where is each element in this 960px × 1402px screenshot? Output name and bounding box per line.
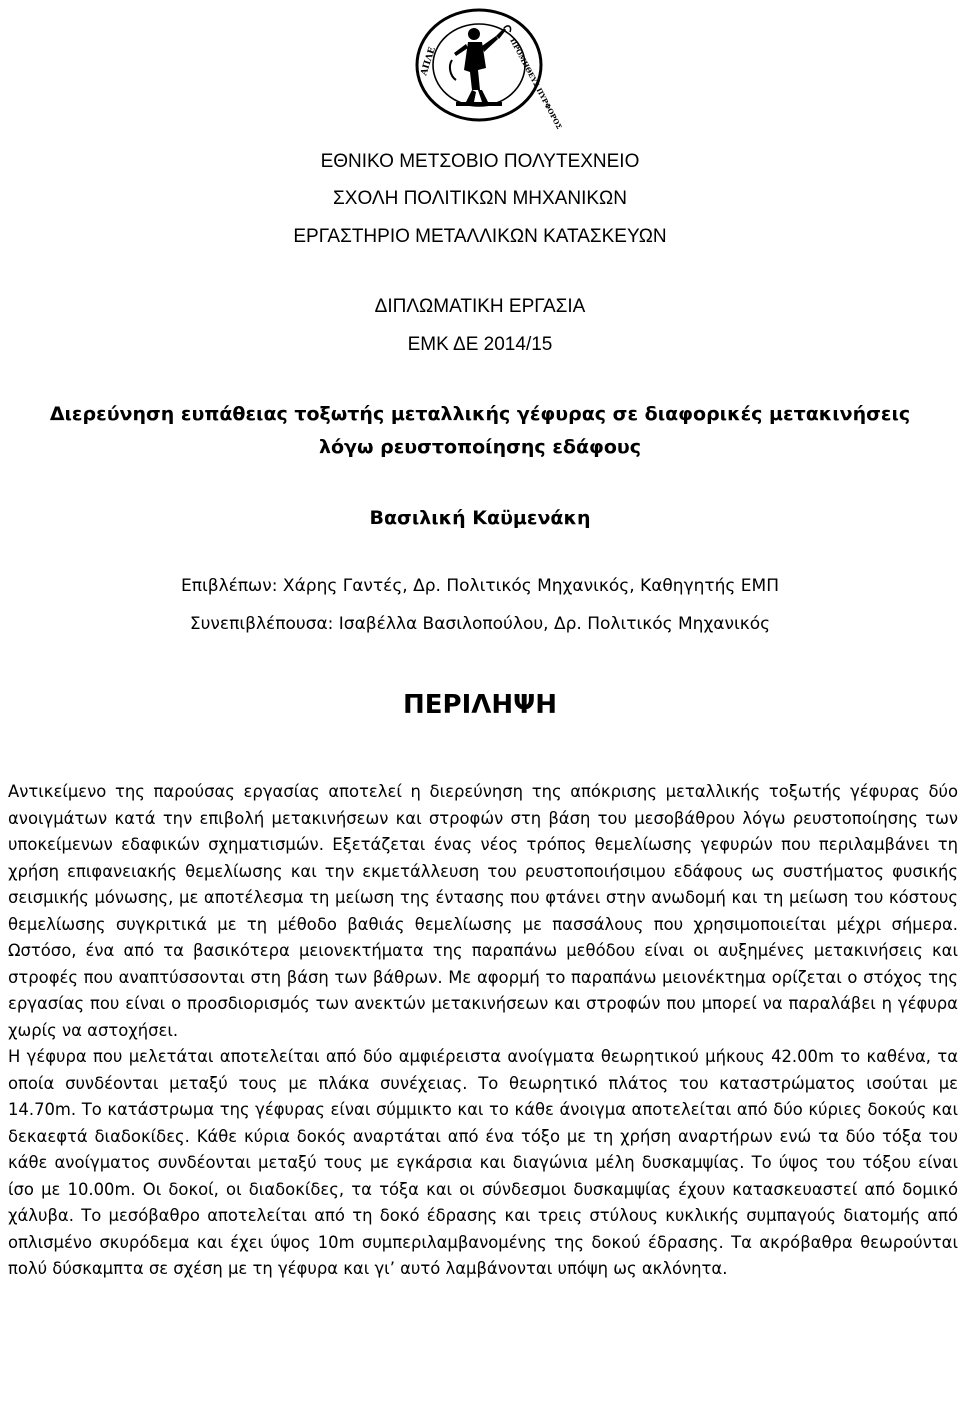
seal-text-right: ΠΡΟΜΗΘΕΥΣ ΠΥΡΦΟΡΟΣ [508, 36, 564, 131]
thesis-title-line2: λόγω ρευστοποίησης εδάφους [318, 436, 642, 458]
abstract-body [8, 779, 958, 1283]
university-name: ΕΘΝΙΚΟ ΜΕΤΣΟΒΙΟ ΠΟΛΥΤΕΧΝΕΙΟ [320, 151, 640, 172]
thesis-title-line1: Διερεύνηση ευπάθειας τοξωτής μεταλλικής γέφυρας σε διαφορικές μετακινήσεις [49, 403, 911, 425]
abstract-paragraph-2: Η γέφυρα που μελετάται αποτελείται από δύο αμφιέρειστα ανοίγματα θεωρητικού μήκους 42.00m το καθένα, τα οποία συνδέονται μεταξύ τους με πλάκα συνέχειας. Το θεωρητικό πλάτος του καταστρώματος ισούται με 14.70m. Το κατάστρωμα της γέφυρας είναι σύμμικτο και το κάθε άνοιγμα αποτελείται από δύο κύριες δοκούς και δεκαεφτά διαδοκίδες. Κάθε κύρια δοκός αναρτάται από ένα τόξο με τη χρήση αναρτήρων ενώ τα δύο τόξα του κάθε ανοίγματος συνδέονται μεταξύ τους με εγκάρσια και διαγώνια μέλη δυσκαμψίας. Το ύψος του τόξου είναι ίσο με 10.00m. Οι δοκοί, οι διαδοκίδες, τα τόξα και οι σύνδεσμοι δυσκαμψίας έχουν κατασκευαστεί από δομικό χάλυβα. Το μεσόβαθρο αποτελείται από τη δοκό έδρασης και τρεις στύλους κυκλικής συμπαγούς διατομής από οπλισμένο σκυρόδεμα και έχει ύψος 10m συμπεριλαμβανομένης της δοκού έδρασης. Τα ακρόβαθρα θεωρούνται πολύ δύσκαμπτα σε σχέση με τη γέφυρα και γι’ αυτό λαμβάνονται υπόψη ως ακλόνητα. [8, 1047, 958, 1278]
ntua-seal-icon [412, 6, 564, 131]
abstract-heading: ΠΕΡΙΛΗΨΗ [403, 690, 557, 720]
supervisor-line: Επιβλέπων: Χάρης Γαντές, Δρ. Πολιτικός Μηχανικός, Καθηγητής ΕΜΠ [181, 576, 779, 596]
thesis-author: Βασιλική Καϋμενάκη [369, 507, 591, 529]
co-supervisor-line: Συνεπιβλέπουσα: Ισαβέλλα Βασιλοπούλου, Δρ. Πολιτικός Μηχανικός [189, 614, 771, 634]
lab-name: ΕΡΓΑΣΤΗΡΙΟ ΜΕΤΑΛΛΙΚΩΝ ΚΑΤΑΣΚΕΥΩΝ [293, 226, 667, 247]
school-name: ΣΧΟΛΗ ΠΟΛΙΤΙΚΩΝ ΜΗΧΑΝΙΚΩΝ [333, 188, 627, 209]
thesis-code: ΕΜΚ ΔΕ 2014/15 [407, 334, 553, 355]
seal-text-left: ΑΠΛΕ [419, 45, 438, 77]
abstract-paragraph-1: Αντικείμενο της παρούσας εργασίας αποτελεί η διερεύνηση της απόκρισης μεταλλικής τοξωτής γέφυρας δύο ανοιγμάτων κατά την επιβολή μετακινήσεων και στροφών στη βάση του μεσοβάθρου λόγω ρευστοποίησης των υποκείμενων εδαφικών σχηματισμών. Εξετάζεται ένας νέος τρόπος θεμελίωσης γεφυρών που περιλαμβάνει τη χρήση επιφανειακής θεμελίωσης και την εκμετάλλευση του ρευστοποιήσιμου εδάφους ως συστήματος φυσικής σεισμικής μόνωσης, με αποτέλεσμα τη μείωση της έντασης που φτάνει στην ανωδομή και τη μείωση του κόστους θεμελίωσης συγκριτικά με τη μέθοδο βαθιάς θεμελίωσης με πασσάλους που χρησιμοποιείται μέχρι σήμερα. Ωστόσο, ένα από τα βασικότερα μειονεκτήματα της παραπάνω μεθόδου είναι οι αυξημένες μετακινήσεις και στροφές που αναπτύσσονται στη βάση των βάθρων. Με αφορμή το παραπάνω μειονέκτημα ορίζεται ο στόχος της εργασίας που είναι ο προσδιορισμός των ανεκτών μετακινήσεων και στροφών που μπορεί να παραλάβει η γέφυρα χωρίς να αστοχήσει. [8, 782, 958, 1040]
thesis-type: ΔΙΠΛΩΜΑΤΙΚΗ ΕΡΓΑΣΙΑ [374, 296, 586, 317]
